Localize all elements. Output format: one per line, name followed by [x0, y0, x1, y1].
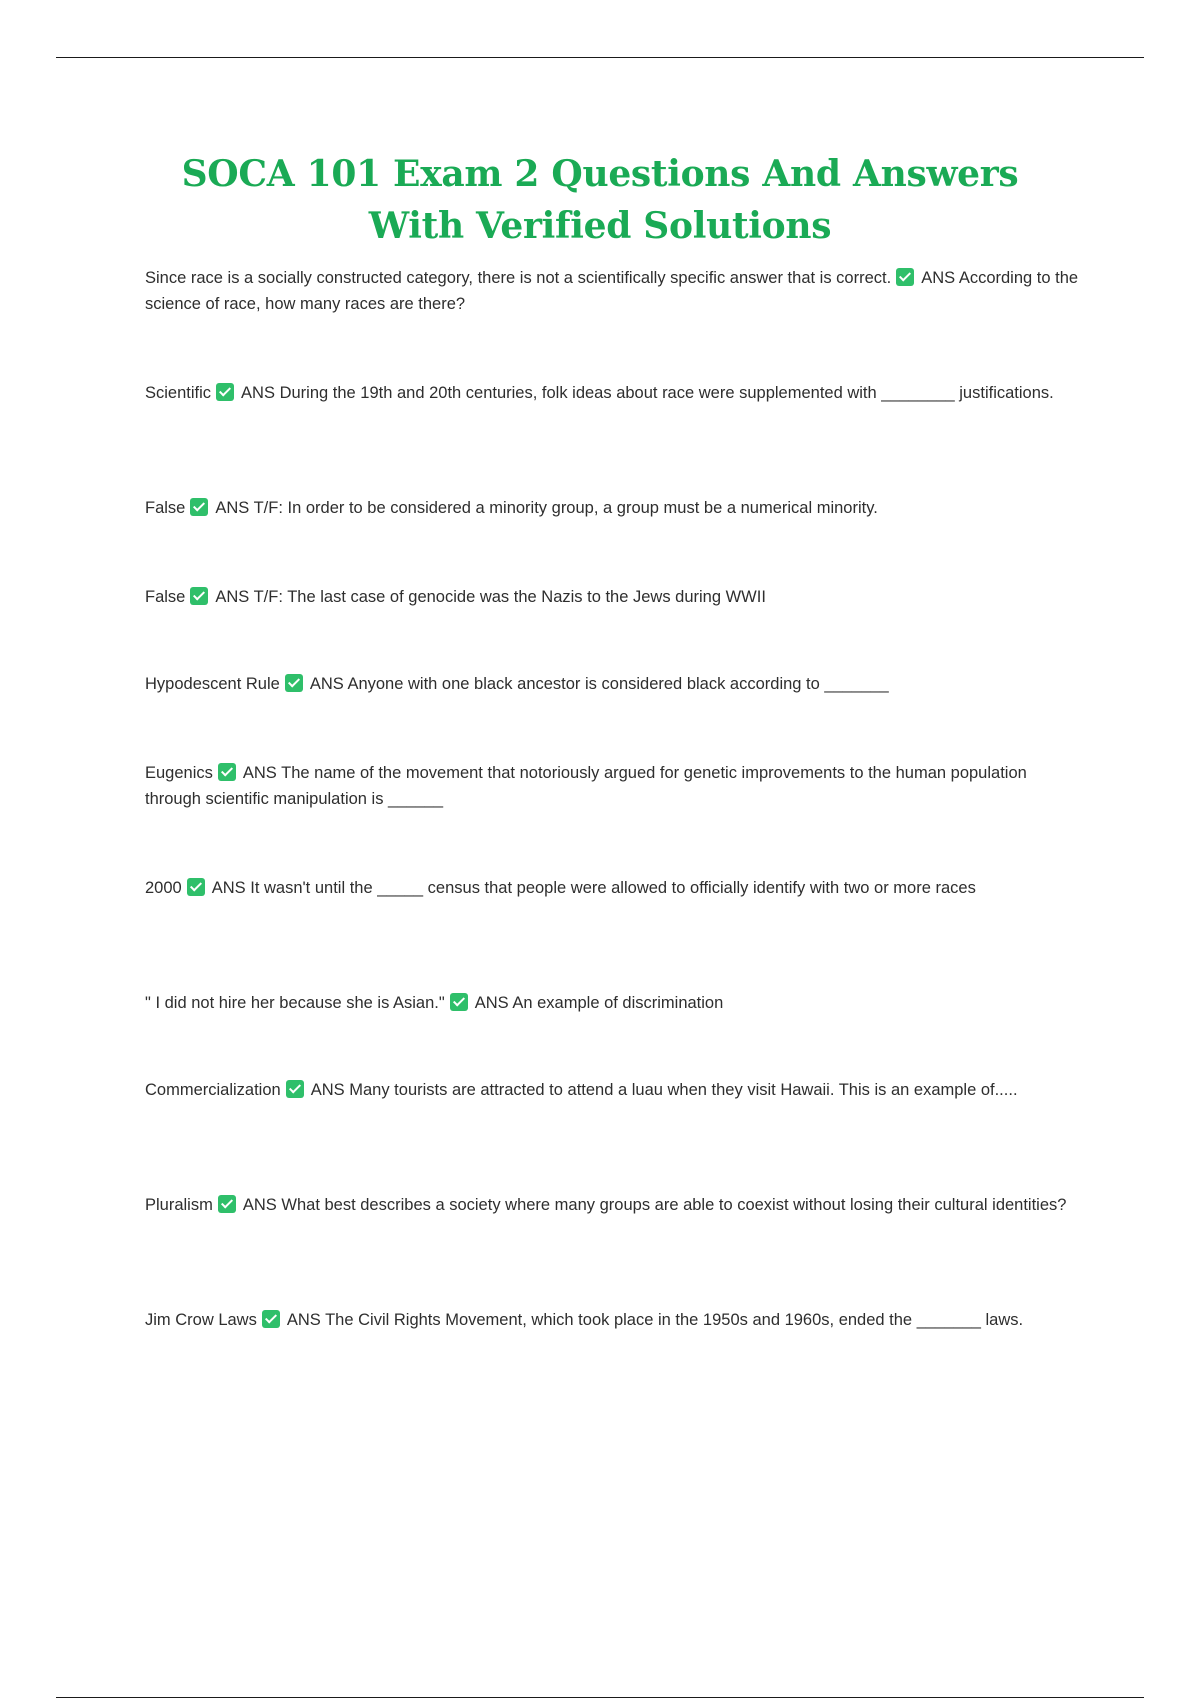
answer-text: Hypodescent Rule: [145, 675, 280, 693]
qa-item: [145, 1192, 1085, 1218]
checkmark-icon: [218, 763, 236, 781]
document-title: SOCA 101 Exam 2 Questions And Answers With Verified Solutions: [181, 153, 1019, 247]
checkmark-icon: [187, 878, 205, 896]
question-text: It wasn't until the _____ census that people were allowed to officially identify with two or more races: [250, 879, 976, 897]
question-text: T/F: The last case of genocide was the Nazis to the Jews during WWII: [253, 588, 766, 606]
checkmark-icon: [190, 498, 208, 516]
ans-marker: ANS: [310, 1081, 345, 1099]
checkmark-icon: [190, 587, 208, 605]
checkmark-icon: [216, 383, 234, 401]
question-text: According to the science of race, how many races are there?: [145, 269, 1079, 313]
answer-text: Since race is a socially constructed category, there is not a scientifically specific answer that is correct.: [145, 269, 892, 287]
qa-item: [145, 1077, 1085, 1103]
qa-item: [145, 1307, 1085, 1333]
answer-text: Commercialization: [145, 1081, 281, 1099]
answer-text: Jim Crow Laws: [145, 1311, 257, 1329]
question-text: What best describes a society where many groups are able to coexist without losing their cultural identities?: [281, 1196, 1067, 1214]
ans-marker: ANS: [921, 269, 956, 287]
question-text: Anyone with one black ancestor is considered black according to _______: [347, 675, 889, 693]
question-text: The name of the movement that notoriously argued for genetic improvements to the human population through scientific manipulation is ______: [145, 764, 1027, 808]
ans-marker: ANS: [215, 499, 250, 517]
question-text: An example of discrimination: [512, 994, 724, 1012]
ans-marker: ANS: [211, 879, 246, 897]
ans-marker: ANS: [474, 994, 509, 1012]
answer-text: Scientific: [145, 384, 212, 402]
ans-marker: ANS: [286, 1311, 321, 1329]
qa-item: [145, 380, 1085, 406]
checkmark-icon: [896, 268, 914, 286]
qa-item: [145, 265, 1085, 317]
question-text: During the 19th and 20th centuries, folk ideas about race were supplemented with ________ justifications.: [279, 384, 1054, 402]
ans-marker: ANS: [309, 675, 344, 693]
qa-item: [145, 875, 1085, 901]
footer-rule: [56, 1697, 1144, 1698]
qa-item: [145, 495, 1085, 521]
checkmark-icon: [286, 1080, 304, 1098]
ans-marker: ANS: [215, 588, 250, 606]
qa-item: [145, 584, 1085, 610]
checkmark-icon: [218, 1195, 236, 1213]
ans-marker: ANS: [242, 764, 277, 782]
ans-marker: ANS: [242, 1196, 277, 1214]
header-rule: [56, 57, 1144, 58]
checkmark-icon: [262, 1310, 280, 1328]
qa-item: [145, 990, 1085, 1016]
question-text: The Civil Rights Movement, which took place in the 1950s and 1960s, ended the _______ laws.: [325, 1311, 1024, 1329]
checkmark-icon: [285, 674, 303, 692]
qa-item: [145, 760, 1085, 812]
answer-text: False: [145, 499, 186, 517]
answer-text: " I did not hire her because she is Asian.": [145, 994, 445, 1012]
answer-text: False: [145, 588, 186, 606]
qa-item: [145, 671, 1085, 697]
question-text: T/F: In order to be considered a minority group, a group must be a numerical minority.: [253, 499, 878, 517]
checkmark-icon: [450, 993, 468, 1011]
ans-marker: ANS: [241, 384, 275, 402]
answer-text: Pluralism: [145, 1196, 213, 1214]
answer-text: Eugenics: [145, 764, 213, 782]
question-text: Many tourists are attracted to attend a luau when they visit Hawaii. This is an example of.....: [349, 1081, 1018, 1099]
answer-text: 2000: [145, 879, 182, 897]
